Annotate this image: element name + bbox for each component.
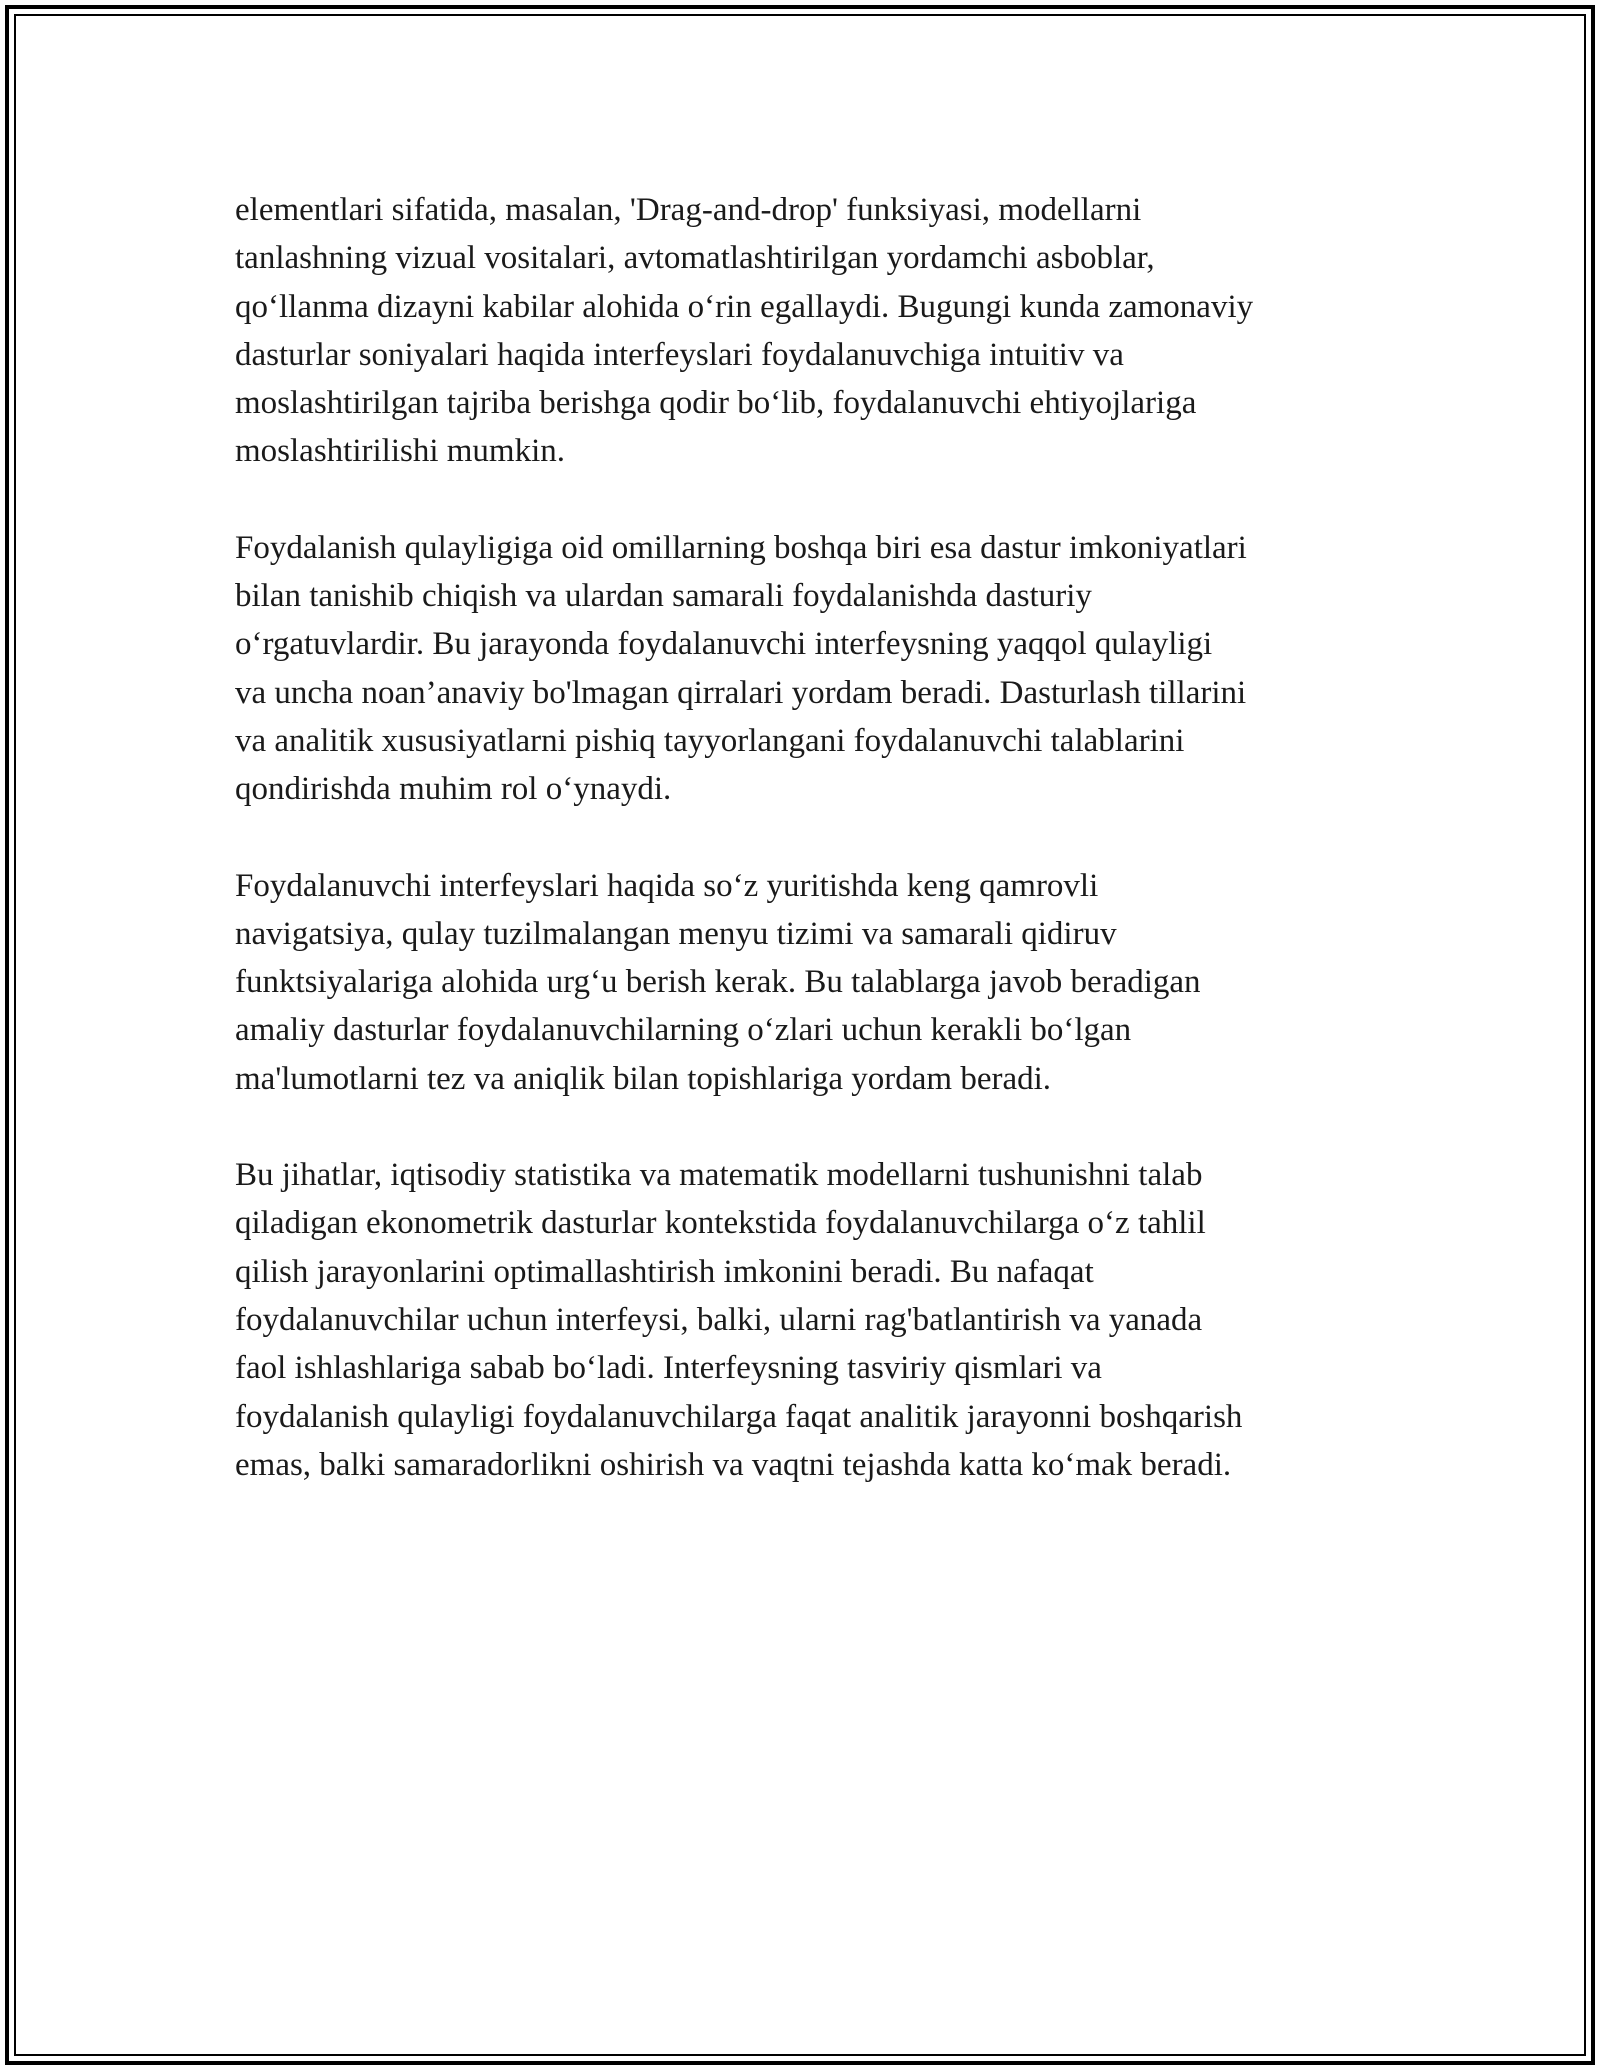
text-line: Foydalanuvchi interfeyslari haqida so‘z yuritishda keng qamrovli: [235, 867, 1099, 904]
text-line: Foydalanish qulayligiga oid omillarning boshqa biri esa dastur imkoniyatlari: [235, 529, 1247, 566]
paragraph-4: [235, 1151, 1415, 1489]
text-line: foydalanish qulayligi foydalanuvchilarga faqat analitik jarayonni boshqarish: [235, 1398, 1243, 1435]
paragraph-3: [235, 862, 1415, 1103]
text-line: funktsiyalariga alohida urg‘u berish kerak. Bu talablarga javob beradigan: [235, 964, 1201, 1001]
text-line: tanlashning vizual vositalari, avtomatlashtirilgan yordamchi asboblar,: [235, 240, 1155, 277]
text-line: va analitik xususiyatlarni pishiq tayyorlangani foydalanuvchi talablarini: [235, 722, 1185, 759]
paragraph-1: [235, 186, 1415, 476]
text-line: ma'lumotlarni tez va aniqlik bilan topishlariga yordam beradi.: [235, 1060, 1052, 1097]
text-line: amaliy dasturlar foydalanuvchilarning o‘zlari uchun kerakli bo‘lgan: [235, 1012, 1132, 1049]
text-line: elementlari sifatida, masalan, 'Drag-and-drop' funksiyasi, modellarni: [235, 192, 1142, 228]
text-line: bilan tanishib chiqish va ulardan samarali foydalanishda dasturiy: [235, 578, 1092, 615]
text-line: emas, balki samaradorlikni oshirish va vaqtni tejashda katta ko‘mak beradi.: [235, 1446, 1232, 1483]
text-line: qo‘llanma dizayni kabilar alohida o‘rin egallaydi. Bugungi kunda zamonaviy: [235, 288, 1254, 325]
paragraph-2: [235, 524, 1415, 814]
text-line: qiladigan ekonometrik dasturlar kontekstida foydalanuvchilarga o‘z tahlil: [235, 1205, 1206, 1242]
text-line: o‘rgatuvlardir. Bu jarayonda foydalanuvchi interfeysning yaqqol qulayligi: [235, 626, 1213, 663]
text-line: foydalanuvchilar uchun interfeysi, balki, ularni rag'batlantirish va yanada: [235, 1301, 1203, 1338]
text-line: qilish jarayonlarini optimallashtirish imkonini beradi. Bu nafaqat: [235, 1253, 1094, 1290]
text-line: qondirishda muhim rol o‘ynaydi.: [235, 771, 672, 808]
text-line: Bu jihatlar, iqtisodiy statistika va matematik modellarni tushunishni talab: [235, 1157, 1203, 1194]
text-line: faol ishlashlariga sabab bo‘ladi. Interfeysning tasviriy qismlari va: [235, 1350, 1102, 1387]
text-line: moslashtirilgan tajriba berishga qodir bo‘lib, foydalanuvchi ehtiyojlariga: [235, 385, 1197, 422]
text-line: navigatsiya, qulay tuzilmalangan menyu tizimi va samarali qidiruv: [235, 915, 1117, 952]
text-line: va uncha noan’anaviy bo'lmagan qirralari yordam beradi. Dasturlash tillarini: [235, 674, 1247, 711]
text-line: moslashtirilishi mumkin.: [235, 433, 566, 470]
text-line: dasturlar soniyalari haqida interfeyslari foydalanuvchiga intuitiv va: [235, 336, 1124, 373]
document-body: [235, 186, 1415, 1537]
